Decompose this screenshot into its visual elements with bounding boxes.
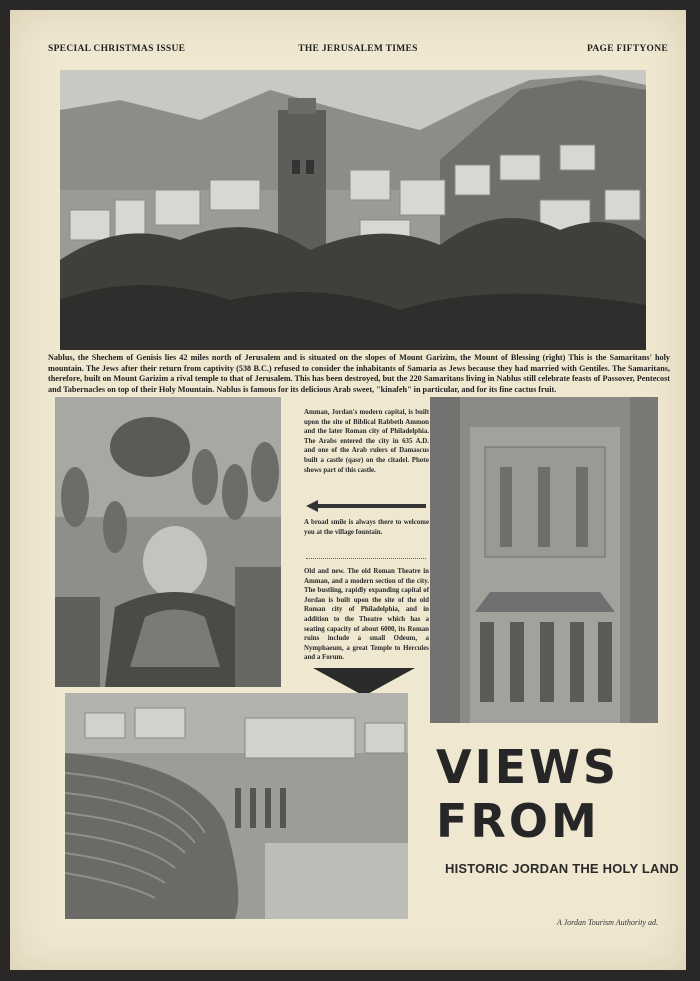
arrow-left-icon xyxy=(306,500,426,512)
theatre-caption-column xyxy=(304,567,429,663)
headline-line-2: FROM xyxy=(436,794,600,848)
nablus-caption: Nablus, the Shechem of Genisis lies 42 miles north of Jerusalem and is situated on the slopes of Mount Garizim, the Mount of Blessing (right) This is the Samaritans' holy mountain. The Jews after their return from captivity (538 B.C.) refused to consider the inhabitants of Samaria as Jews because they had married with Gentiles. The Samaritans, therefore, built on Mount Garizim a rival temple to that of Jerusalem. This has been destroyed, but the 220 Samaritans living in Nablus still celebrate feasts of Passover, Pentecost and Tabernacles on top of their Holy Mountain. Nablus is famous for its delicious Arab sweet, "kinafeh" in particular, and for its fine cactus fruit. xyxy=(48,353,670,394)
headline-line-1: VIEWS xyxy=(436,740,620,794)
smile-photo-graphic xyxy=(55,397,281,687)
issue-label: SPECIAL CHRISTMAS ISSUE xyxy=(48,44,186,54)
newspaper-page xyxy=(10,10,686,970)
nablus-photo-graphic xyxy=(60,70,646,350)
headline-subtitle: HISTORIC JORDAN THE HOLY LAND xyxy=(445,861,679,876)
smile-caption: A broad smile is always there to welcome you at the village fountain. xyxy=(304,519,429,536)
smile-photo xyxy=(55,397,281,687)
amman-caption: Amman, Jordan's modern capital, is built upon the site of Biblical Rabbeth Ammon and the later Roman city of Philadelphia. The Arabs entered the city in 635 A.D. and one of the Arab rulers of Damascus built a castle (qasr) on the citadel. Photo shows part of this castle. xyxy=(304,409,429,474)
arrow-down-icon xyxy=(313,668,415,696)
roman-theatre-photo xyxy=(65,693,408,919)
page-number: PAGE FIFTYONE xyxy=(586,44,668,54)
amman-caption-column xyxy=(304,408,429,475)
caption-divider xyxy=(306,558,426,559)
ad-credit: A Jordan Tourism Authority ad. xyxy=(556,918,658,927)
headline xyxy=(436,740,619,848)
rock-facade-photo xyxy=(430,397,658,723)
rock-facade-graphic xyxy=(430,397,658,723)
roman-theatre-graphic xyxy=(65,693,408,919)
newspaper-title: THE JERUSALEM TIMES xyxy=(298,44,418,54)
nablus-photo xyxy=(60,70,646,350)
theatre-caption: Old and new. The old Roman Theatre in Amman, and a modern section of the city. The bustling, rapidly expanding capital of Jordan is built upon the site of the old Roman city of Philadelphia, and in addition to the Theatre which has a seating capacity of about 6000, its Roman ruins include a small Odeum, a Nymphaeum, a great Temple to Hercules and a Forum. xyxy=(304,568,429,662)
page-header xyxy=(48,44,668,58)
smile-caption-column xyxy=(304,518,429,537)
